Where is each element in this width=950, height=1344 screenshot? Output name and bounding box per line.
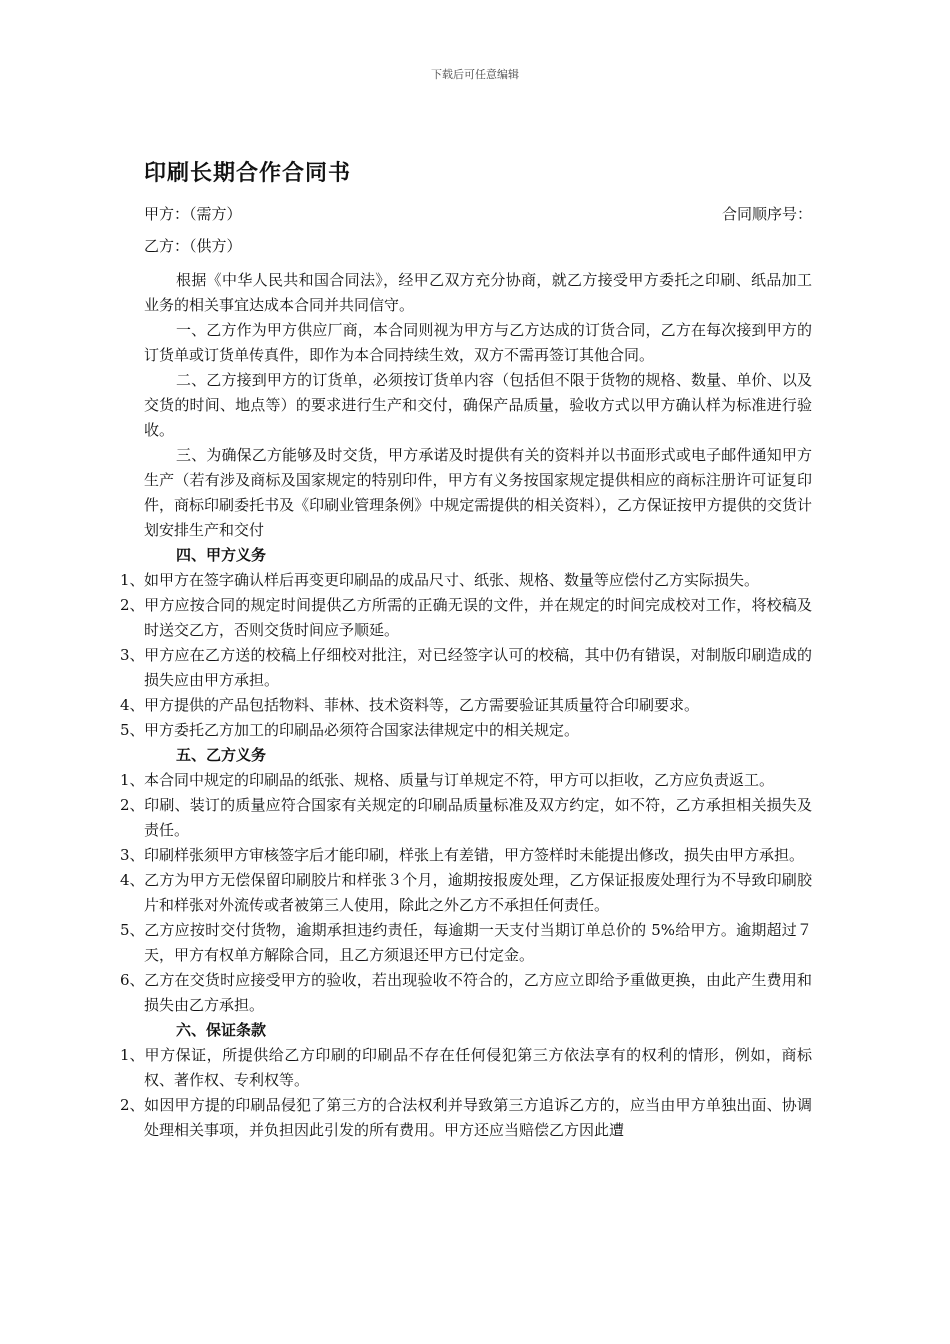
list-item xyxy=(120,568,812,593)
item-text: 如甲方在签字确认样后再变更印刷品的成品尺寸、纸张、规格、数量等应偿付乙方实际损失。 xyxy=(144,571,760,589)
clause-3: 三、为确保乙方能够及时交货，甲方承诺及时提供有关的资料并以书面形式或电子邮件通知甲方生产（若有涉及商标及国家规定的特别印件，甲方有义务按国家规定提供相应的商标注册许可证复印件，商标印刷委托书及《印刷业管理条例》中规定需提供的相关资料），乙方保证按甲方提供的交货计划安排生产和交付 xyxy=(144,446,812,539)
item-number: 2、 xyxy=(120,596,145,614)
clause-2: 二、乙方接到甲方的订货单，必须按订货单内容（包括但不限于货物的规格、数量、单价、以及交货的时间、地点等）的要求进行生产和交付，确保产品质量，验收方式以甲方确认样为标准进行验收。 xyxy=(144,371,812,439)
list-item xyxy=(120,968,812,1018)
document-body xyxy=(120,158,812,1143)
item-number: 6、 xyxy=(120,971,145,989)
list-item xyxy=(120,918,812,968)
section-heading-warranty: 六、保证条款 xyxy=(176,1021,267,1039)
party-b-obligations-list xyxy=(120,768,812,1018)
list-item xyxy=(120,693,812,718)
list-item xyxy=(120,843,812,868)
document-title: 印刷长期合作合同书 xyxy=(144,161,352,186)
item-number: 4、 xyxy=(120,871,145,889)
list-item xyxy=(120,793,812,843)
list-item xyxy=(120,643,812,693)
item-number: 3、 xyxy=(120,846,145,864)
section-heading-party-b-obligations: 五、乙方义务 xyxy=(176,746,267,764)
item-text: 乙方应按时交付货物，逾期承担违约责任，每逾期一天支付当期订单总价的 5%给甲方。逾期超过７天，甲方有权单方解除合同，且乙方须退还甲方已付定金。 xyxy=(144,921,812,964)
list-item xyxy=(120,1043,812,1093)
party-b-label: 乙方：（供方） xyxy=(144,237,242,255)
item-text: 甲方应在乙方送的校稿上仔细校对批注，对已经签字认可的校稿，其中仍有错误，对制版印刷造成的损失应由甲方承担。 xyxy=(144,646,812,689)
item-text: 本合同中规定的印刷品的纸张、规格、质量与订单规定不符，甲方可以拒收，乙方应负责返工。 xyxy=(144,771,775,789)
item-number: 2、 xyxy=(120,796,145,814)
party-b-row xyxy=(144,234,812,258)
item-text: 印刷、装订的质量应符合国家有关规定的印刷品质量标准及双方约定，如不符，乙方承担相关损失及责任。 xyxy=(144,796,812,839)
intro-paragraph: 根据《中华人民共和国合同法》，经甲乙双方充分协商，就乙方接受甲方委托之印刷、纸品加工业务的相关事宜达成本合同并共同信守。 xyxy=(144,271,812,314)
item-number: 1、 xyxy=(120,1046,145,1064)
list-item xyxy=(120,868,812,918)
item-text: 甲方应按合同的规定时间提供乙方所需的正确无误的文件，并在规定的时间完成校对工作，将校稿及时送交乙方，否则交货时间应予顺延。 xyxy=(144,596,812,639)
header-note: 下载后可任意编辑 xyxy=(431,68,519,81)
party-a-label: 甲方：（需方） xyxy=(144,205,242,223)
item-text: 甲方委托乙方加工的印刷品必须符合国家法律规定中的相关规定。 xyxy=(144,721,580,739)
contract-number-label: 合同顺序号： xyxy=(721,205,812,223)
item-text: 甲方保证，所提供给乙方印刷的印刷品不存在任何侵犯第三方依法享有的权利的情形，例如，商标权、著作权、专利权等。 xyxy=(144,1046,812,1089)
item-text: 如因甲方提的印刷品侵犯了第三方的合法权利并导致第三方追诉乙方的，应当由甲方单独出面、协调处理相关事项，并负担因此引发的所有费用。甲方还应当赔偿乙方因此遭 xyxy=(144,1096,812,1139)
item-text: 甲方提供的产品包括物料、菲林、技术资料等，乙方需要验证其质量符合印刷要求。 xyxy=(144,696,700,714)
item-number: 4、 xyxy=(120,696,145,714)
section-heading-party-a-obligations: 四、甲方义务 xyxy=(176,546,267,564)
list-item xyxy=(120,593,812,643)
item-number: 3、 xyxy=(120,646,145,664)
item-number: 5、 xyxy=(120,921,145,939)
item-number: 2、 xyxy=(120,1096,145,1114)
item-text: 印刷样张须甲方审核签字后才能印刷，样张上有差错，甲方签样时未能提出修改，损失由甲方承担。 xyxy=(144,846,805,864)
item-number: 1、 xyxy=(120,771,145,789)
item-text: 乙方在交货时应接受甲方的验收，若出现验收不符合的，乙方应立即给予重做更换，由此产生费用和损失由乙方承担。 xyxy=(144,971,812,1014)
clause-1: 一、乙方作为甲方供应厂商，本合同则视为甲方与乙方达成的订货合同，乙方在每次接到甲方的订货单或订货单传真件，即作为本合同持续生效，双方不需再签订其他合同。 xyxy=(144,321,812,364)
item-number: 5、 xyxy=(120,721,145,739)
list-item xyxy=(120,768,812,793)
list-item xyxy=(120,1093,812,1143)
item-number: 1、 xyxy=(120,571,145,589)
warranty-list xyxy=(120,1043,812,1143)
party-a-obligations-list xyxy=(120,568,812,743)
item-text: 乙方为甲方无偿保留印刷胶片和样张３个月，逾期按报废处理，乙方保证报废处理行为不导致印刷胶片和样张对外流传或者被第三人使用，除此之外乙方不承担任何责任。 xyxy=(144,871,812,914)
party-a-row xyxy=(144,202,812,226)
list-item xyxy=(120,718,812,743)
